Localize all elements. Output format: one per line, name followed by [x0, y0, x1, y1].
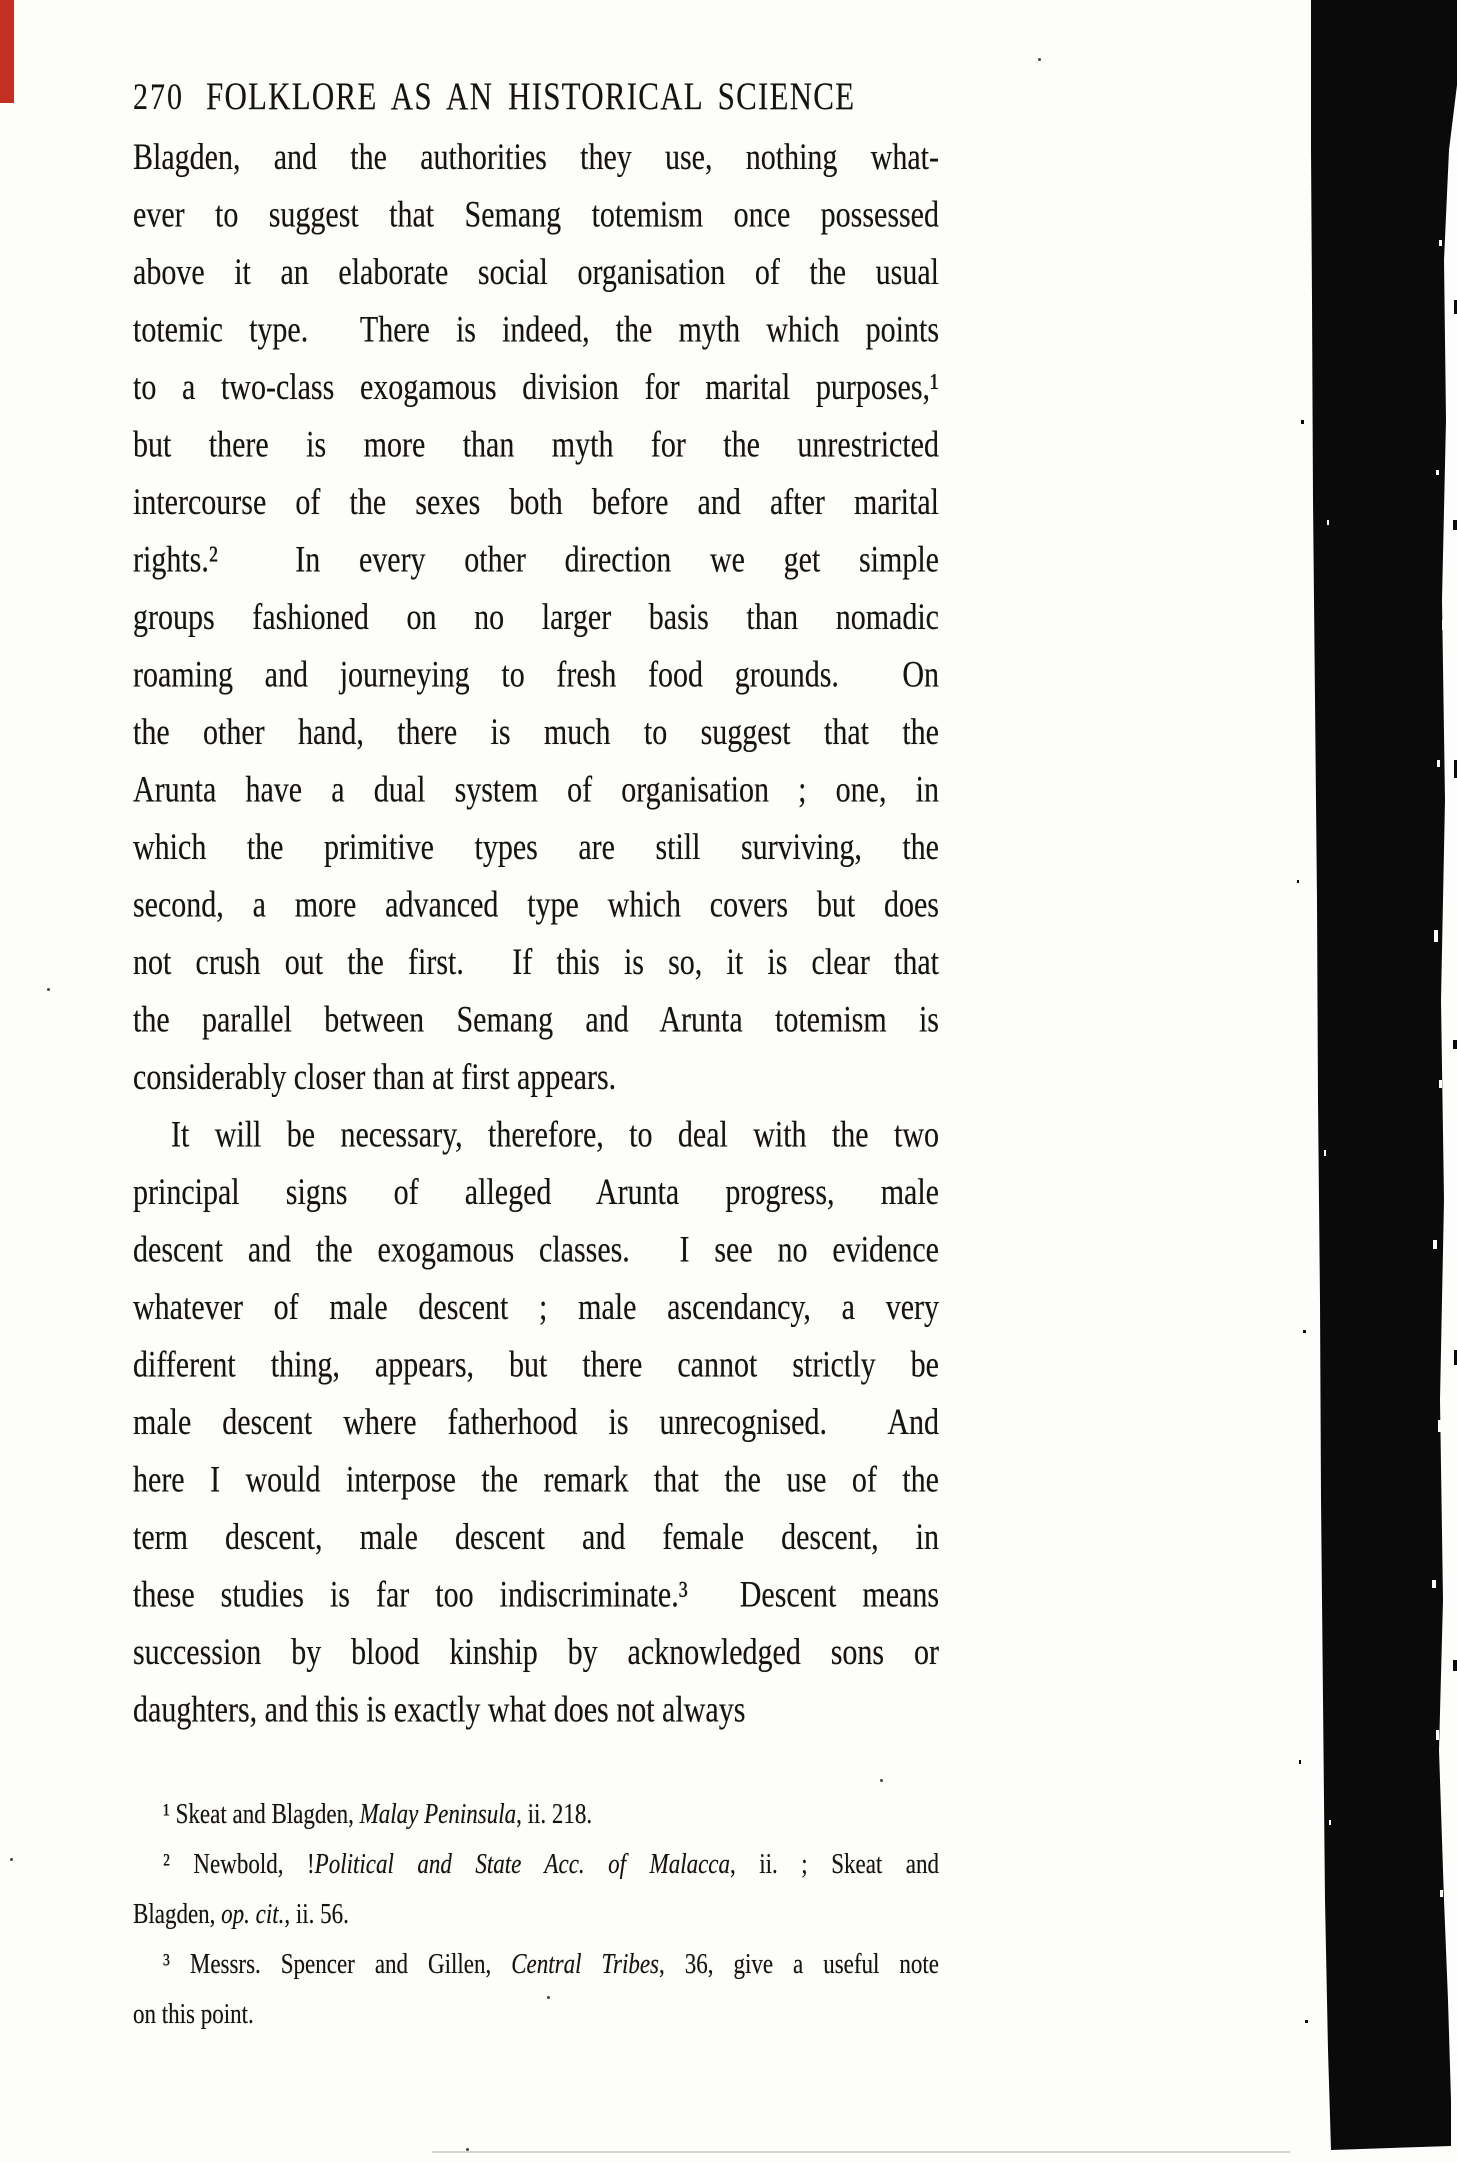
- body-line: Blagden, and the authorities they use, nothing what-: [133, 136, 939, 178]
- body-line: to a two-class exogamous division for marital purposes,¹: [133, 366, 939, 408]
- body-line: not crush out the first. If this is so, it is clear that: [133, 941, 939, 983]
- body-line: whatever of male descent ; male ascendancy, a very: [133, 1286, 939, 1328]
- scan-edge-band: [1287, 0, 1457, 2163]
- footnote-text: , ii. 56.: [284, 1897, 349, 1929]
- red-ink-mark: [0, 0, 14, 103]
- body-line: here I would interpose the remark that the use of the: [133, 1459, 939, 1501]
- footnote-book-title: Political and State Acc. of Malacca: [314, 1847, 731, 1879]
- scan-line-artifact: [432, 2151, 1290, 2153]
- footnote-text: on this point.: [133, 1997, 254, 2029]
- body-line: second, a more advanced type which covers but does: [133, 884, 939, 926]
- footnote-text: , ii. ; Skeat and: [730, 1847, 940, 1879]
- scan-speck: [47, 988, 50, 991]
- running-header: [133, 74, 939, 119]
- body-line: rights.² In every other direction we get simple: [133, 539, 939, 581]
- footnote-text: ³ Messrs. Spencer and Gillen,: [163, 1947, 512, 1979]
- footnote-text: , ii. 218.: [516, 1797, 593, 1829]
- footnotes: [133, 1789, 939, 2039]
- footnote-line: [133, 1789, 939, 1839]
- footnote-line: [133, 1989, 939, 2039]
- body-line: daughters, and this is exactly what does not always: [133, 1689, 746, 1731]
- footnote-text: ² Newbold, !: [163, 1847, 315, 1879]
- body-line: totemic type. There is indeed, the myth which points: [133, 309, 939, 351]
- page-number: 270: [133, 76, 184, 118]
- page-content: [133, 74, 939, 2039]
- footnote-text: , 36, give a useful note: [659, 1947, 939, 1979]
- body-line: succession by blood kinship by acknowledged sons or: [133, 1631, 939, 1673]
- body-line: roaming and journeying to fresh food grounds. On: [133, 654, 939, 696]
- body-line: but there is more than myth for the unrestricted: [133, 424, 939, 466]
- body-line: above it an elaborate social organisation of the usual: [133, 251, 939, 293]
- footnote-text: ¹ Skeat and Blagden,: [163, 1797, 360, 1829]
- body-line: term descent, male descent and female descent, in: [133, 1516, 939, 1558]
- body-line: descent and the exogamous classes. I see no evidence: [133, 1229, 939, 1271]
- footnote-line: [133, 1839, 939, 1889]
- body-line: intercourse of the sexes both before and after marital: [133, 481, 939, 523]
- scan-speck: [880, 1779, 883, 1782]
- body-line: different thing, appears, but there cannot strictly be: [133, 1344, 939, 1386]
- body-line: Arunta have a dual system of organisation ; one, in: [133, 769, 939, 811]
- footnote-book-title: op. cit.: [221, 1897, 285, 1929]
- body-line: ever to suggest that Semang totemism once possessed: [133, 194, 939, 236]
- footnote-book-title: Malay Peninsula: [359, 1797, 517, 1829]
- scan-speck: [10, 1858, 13, 1861]
- body-line: considerably closer than at first appears.: [133, 1056, 617, 1098]
- scan-speck: [547, 1996, 550, 1999]
- footnote-line: [133, 1939, 939, 1989]
- footnote-text: Blagden,: [133, 1897, 222, 1929]
- body-line: the parallel between Semang and Arunta totemism is: [133, 999, 939, 1041]
- body-line: It will be necessary, therefore, to deal with the two: [171, 1114, 939, 1156]
- footnote-line: [133, 1889, 939, 1939]
- page-title: FOLKLORE AS AN HISTORICAL SCIENCE: [206, 74, 856, 118]
- scan-speck: [1038, 58, 1041, 61]
- body-line: groups fashioned on no larger basis than nomadic: [133, 596, 939, 638]
- body-line: these studies is far too indiscriminate.³ Descent means: [133, 1574, 939, 1616]
- body-line: the other hand, there is much to suggest that the: [133, 711, 939, 753]
- scan-speck: [466, 2148, 469, 2151]
- body-line: principal signs of alleged Arunta progress, male: [133, 1171, 939, 1213]
- body-line: male descent where fatherhood is unrecognised. And: [133, 1401, 939, 1443]
- body-text: [133, 129, 939, 1739]
- footnote-book-title: Central Tribes: [511, 1947, 659, 1979]
- body-line: which the primitive types are still surviving, the: [133, 826, 939, 868]
